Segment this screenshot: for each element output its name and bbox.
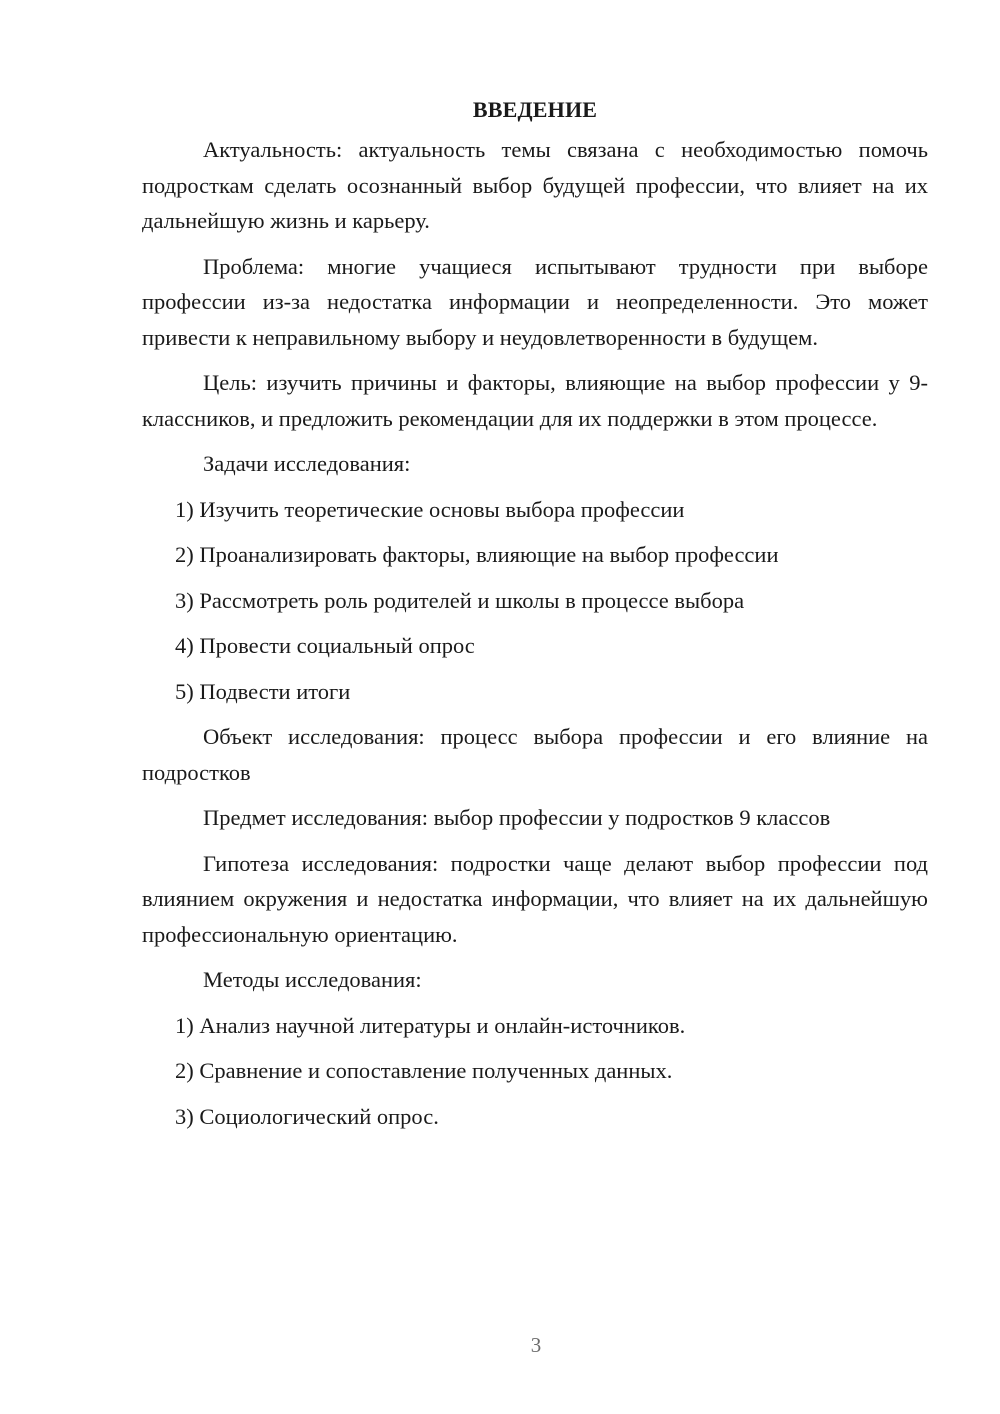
subject-paragraph: Предмет исследования: выбор профессии у подростков 9 классов <box>203 805 831 830</box>
list-item-method-1: 1) Анализ научной литературы и онлайн-источников. <box>175 1012 686 1038</box>
tasks-label: Задачи исследования: <box>203 451 411 476</box>
list-item-task-3: 3) Рассмотреть роль родителей и школы в процессе выбора <box>175 587 745 613</box>
goal-paragraph: Цель: изучить причины и факторы, влияющие на выбор профессии у 9-классников, и предложить рекомендации для их поддержки в этом процессе. <box>142 370 928 431</box>
list-item-task-5: 5) Подвести итоги <box>175 678 351 704</box>
list-item-task-4: 4) Провести социальный опрос <box>175 633 475 658</box>
document-page <box>142 92 928 1144</box>
relevance-paragraph: Актуальность: актуальность темы связана с необходимостью помочь подросткам сделать осознанный выбор будущей профессии, что влияет на их дальнейшую жизнь и карьеру. <box>142 137 928 233</box>
problem-paragraph: Проблема: многие учащиеся испытывают трудности при выборе профессии из-за недостатка информации и неопределенности. Это может привести к неправильному выбору и неудовлетворенности в будущем. <box>142 253 928 350</box>
hypothesis-paragraph: Гипотеза исследования: подростки чаще делают выбор профессии под влиянием окружения и недостатка информации, что влияет на их дальнейшую профессиональную ориентацию. <box>142 850 928 947</box>
page-number: 3 <box>530 1333 542 1357</box>
methods-label: Методы исследования: <box>203 967 422 992</box>
list-item-task-2: 2) Проанализировать факторы, влияющие на выбор профессии <box>175 542 779 567</box>
list-item-method-3: 3) Социологический опрос. <box>175 1103 439 1129</box>
section-heading: ВВЕДЕНИЕ <box>472 97 598 122</box>
list-item-task-1: 1) Изучить теоретические основы выбора профессии <box>175 496 685 522</box>
list-item-method-2: 2) Сравнение и сопоставление полученных данных. <box>175 1058 673 1083</box>
object-paragraph: Объект исследования: процесс выбора профессии и его влияние на подростков <box>142 724 928 785</box>
